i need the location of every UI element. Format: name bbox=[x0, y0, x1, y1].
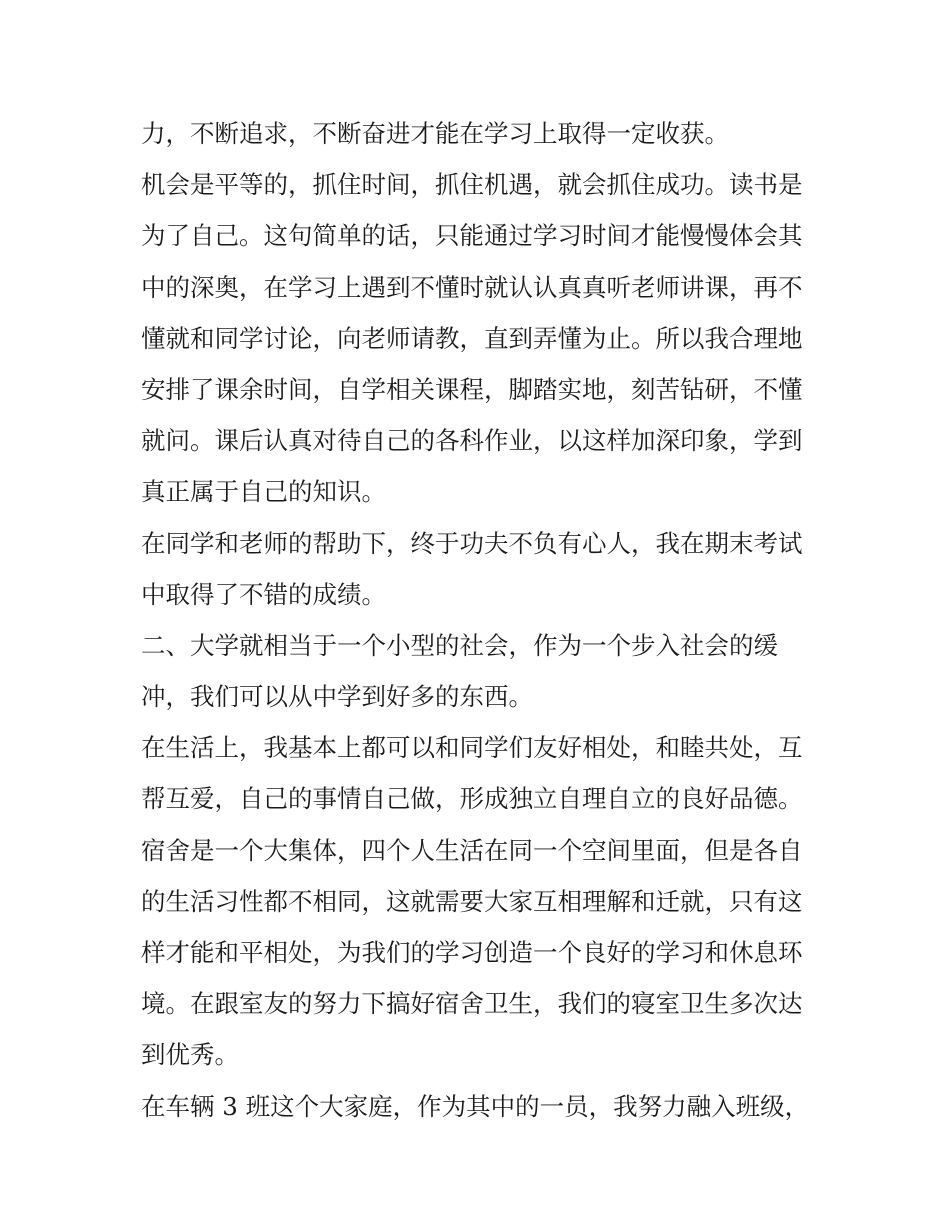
text-line: 宿舍是一个大集体，四个人生活在同一个空间里面，但是各自 bbox=[141, 835, 803, 865]
text-line: 安排了课余时间，自学相关课程，脚踏实地，刻苦钻研，不懂 bbox=[141, 374, 803, 404]
text-line: 在生活上，我基本上都可以和同学们友好相处，和睦共处，互 bbox=[141, 733, 803, 763]
text-line: 力，不断追求，不断奋进才能在学习上取得一定收获。 bbox=[141, 119, 729, 148]
text-line: 机会是平等的，抓住时间，抓住机遇，就会抓住成功。读书是 bbox=[141, 170, 803, 200]
text-line: 就问。课后认真对待自己的各科作业，以这样加深印象，学到 bbox=[141, 426, 803, 456]
text-line: 为了自己。这句简单的话，只能通过学习时间才能慢慢体会其 bbox=[141, 221, 803, 251]
text-line: 的生活习性都不相同，这就需要大家互相理解和迁就，只有这 bbox=[141, 886, 803, 916]
text-line: 二、大学就相当于一个小型的社会，作为一个步入社会的缓 bbox=[141, 630, 778, 660]
text-line: 样才能和平相处，为我们的学习创造一个良好的学习和休息环 bbox=[141, 938, 803, 967]
text-line: 在车辆 3 班这个大家庭，作为其中的一员，我努力融入班级， bbox=[141, 1091, 810, 1121]
text-line: 到优秀。 bbox=[141, 1040, 239, 1070]
text-line: 在同学和老师的帮助下，终于功夫不负有心人，我在期末考试 bbox=[141, 528, 803, 558]
text-line: 境。在跟室友的努力下搞好宿舍卫生，我们的寝室卫生多次达 bbox=[141, 989, 803, 1019]
text-line: 帮互爱，自己的事情自己做，形成独立自理自立的良好品德。 bbox=[141, 784, 803, 814]
text-line: 懂就和同学讨论，向老师请教，直到弄懂为止。所以我合理地 bbox=[141, 323, 803, 353]
body-text bbox=[141, 108, 821, 1132]
text-line: 中的深奥，在学习上遇到不懂时就认认真真听老师讲课，再不 bbox=[141, 272, 803, 302]
text-line: 中取得了不错的成绩。 bbox=[141, 579, 386, 609]
text-line: 真正属于自己的知识。 bbox=[141, 477, 386, 507]
text-line: 冲，我们可以从中学到好多的东西。 bbox=[141, 682, 533, 712]
